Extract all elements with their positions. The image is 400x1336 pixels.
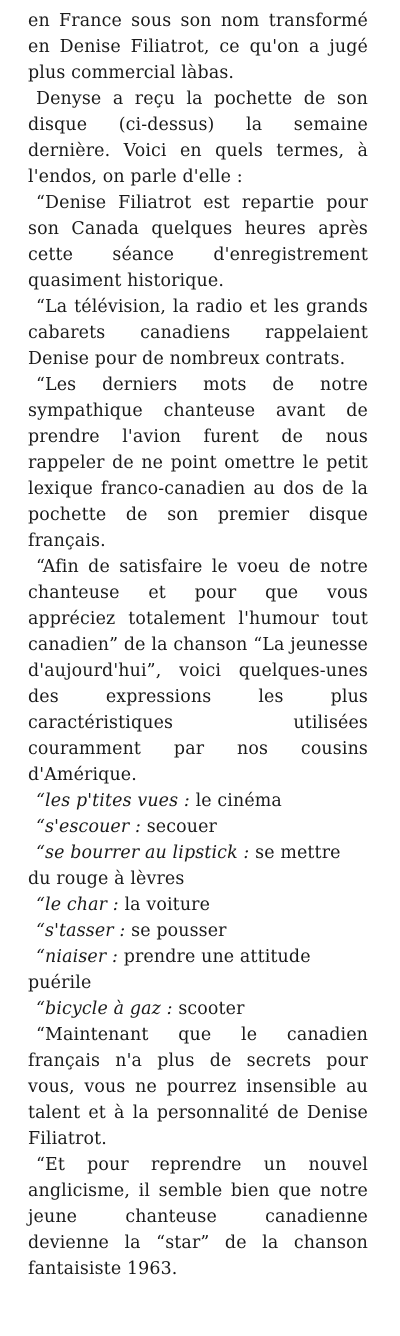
glossary-meaning: la voiture <box>124 895 211 915</box>
glossary-term: “le char : <box>36 895 119 915</box>
paragraph-closing-secrets: “Maintenant que le canadien français n'a plus de secrets pour vous, vous ne pourrez insensible au talent et à la personnalité de Denise Filiatrot. <box>28 1025 368 1149</box>
glossary-meaning: le cinéma <box>195 791 282 811</box>
glossary-entry <box>28 892 368 918</box>
glossary-entry <box>28 944 368 996</box>
glossary-entry <box>28 918 368 944</box>
paragraph-closing-star: “Et pour reprendre un nouvel anglicisme, il semble bien que notre jeune chanteuse canadienne devienne la “star” de la chanson fantaisiste 1963. <box>28 1155 368 1279</box>
glossary-term: “les p'tites vues : <box>36 791 190 811</box>
paragraph-pochette: Denyse a reçu la pochette de son disque (ci-dessus) la semaine dernière. Voici en quels termes, à l'endos, on parle d'elle : <box>28 89 368 187</box>
glossary-entry <box>28 996 368 1022</box>
glossary-term: “se bourrer au lipstick : <box>36 843 250 863</box>
glossary-meaning: prendre une attitude puérile <box>28 947 311 993</box>
paragraph-quote-lexique: “Afin de satisfaire le voeu de notre chanteuse et pour que vous appréciez totalement l'humour tout canadien” de la chanson “La jeunesse d'aujourd'hui”, voici quelques-unes des expressions les plus caractéristiques utilisées couramment par nos cousins d'Amérique. <box>28 557 368 785</box>
glossary-term: “niaiser : <box>36 947 118 967</box>
glossary-meaning: secouer <box>146 817 217 837</box>
paragraph-quote-derniers-mots: “Les derniers mots de notre sympathique chanteuse avant de prendre l'avion furent de nous rappeler de ne point omettre le petit lexique franco-canadien au dos de la pochette de son premier disque français. <box>28 375 368 551</box>
glossary-term: “bicycle à gaz : <box>36 999 173 1019</box>
glossary-entry <box>28 814 368 840</box>
article-column <box>28 8 368 1282</box>
glossary-term: “s'escouer : <box>36 817 142 837</box>
glossary-entry <box>28 840 368 892</box>
paragraph-intro: en France sous son nom transformé en Denise Filiatrot, ce qu'on a jugé plus commercial làbas. <box>28 11 368 83</box>
glossary-meaning: se mettre du rouge à lèvres <box>28 843 341 889</box>
glossary-meaning: se pousser <box>131 921 227 941</box>
paragraph-quote-canada: “Denise Filiatrot est repartie pour son Canada quelques heures après cette séance d'enregistrement quasiment historique. <box>28 193 368 291</box>
glossary-term: “s'tasser : <box>36 921 126 941</box>
glossary-entry <box>28 788 368 814</box>
paragraph-quote-television: “La télévision, la radio et les grands cabarets canadiens rappelaient Denise pour de nombreux contrats. <box>28 297 368 369</box>
glossary-meaning: scooter <box>178 999 245 1019</box>
